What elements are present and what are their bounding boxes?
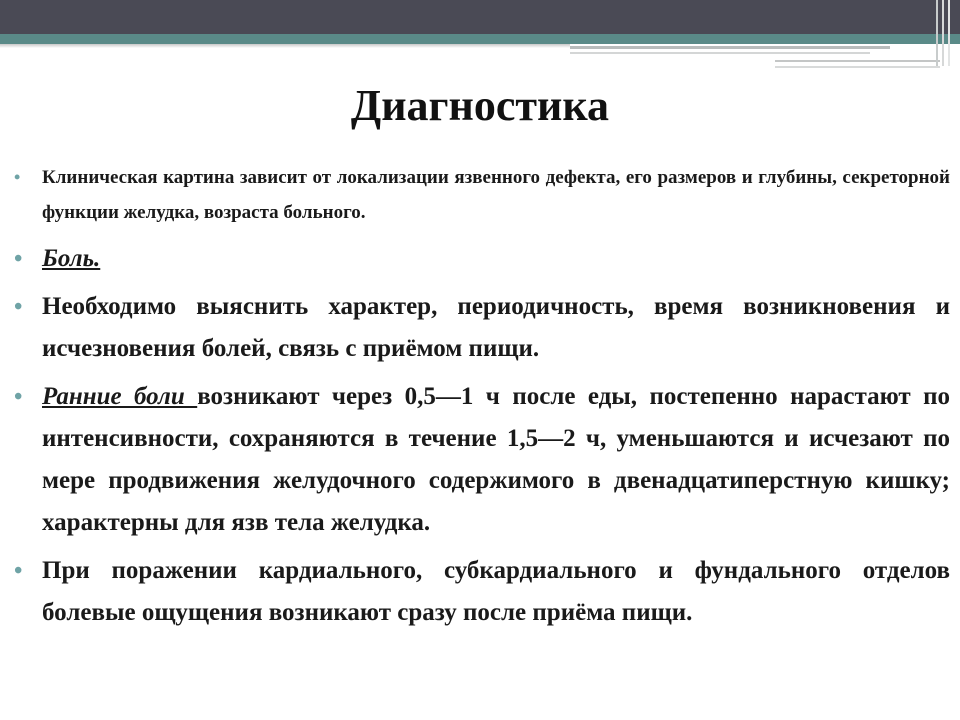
pain-heading: Боль. <box>42 245 101 272</box>
header-decor-bar <box>936 0 938 66</box>
bullet-text: При поражении кардиального, субкардиального и фундального отделов болевые ощущения возникают сразу после приёма пищи. <box>42 557 950 626</box>
bullet-item-pain <box>14 238 950 280</box>
bullet-item-clinical-picture <box>14 160 950 230</box>
bullet-list <box>14 160 950 640</box>
header-decor-line <box>775 66 940 68</box>
header-decor-line <box>775 60 940 62</box>
header-decor-bar <box>942 0 944 66</box>
bullet-icon: • <box>14 384 23 410</box>
bullet-icon: • <box>14 558 23 584</box>
slide-title: Диагностика <box>350 81 610 130</box>
header-dark-band <box>0 0 960 34</box>
bullet-item-need-to-find-out <box>14 286 950 370</box>
bullet-icon: • <box>14 246 23 272</box>
bullet-icon: • <box>14 294 23 320</box>
header-decor-bar <box>948 0 950 66</box>
header-decor-line <box>570 52 870 54</box>
header-teal-band <box>0 34 960 44</box>
bullet-icon: • <box>14 167 21 187</box>
bullet-text: Клиническая картина зависит от локализации язвенного дефекта, его размеров и глубины, секреторной функции желудка, возраста больного. <box>42 167 950 223</box>
header-shadow <box>0 44 570 48</box>
bullet-item-early-pain <box>14 376 950 544</box>
early-pain-term: Ранние боли <box>42 383 198 410</box>
bullet-item-cardiac-lesion <box>14 550 950 634</box>
bullet-text: возникают через 0,5—1 ч после еды, постепенно нарастают по интенсивности, сохраняются в течение 1,5—2 ч, уменьшаются и исчезают по мере продвижения желудочного содержимого в двенадцатиперстную кишку; характерны для язв тела желудка. <box>42 383 951 536</box>
bullet-text: Необходимо выяснить характер, периодичность, время возникновения и исчезновения болей, связь с приёмом пищи. <box>42 293 950 362</box>
header-decor-line <box>570 46 890 49</box>
